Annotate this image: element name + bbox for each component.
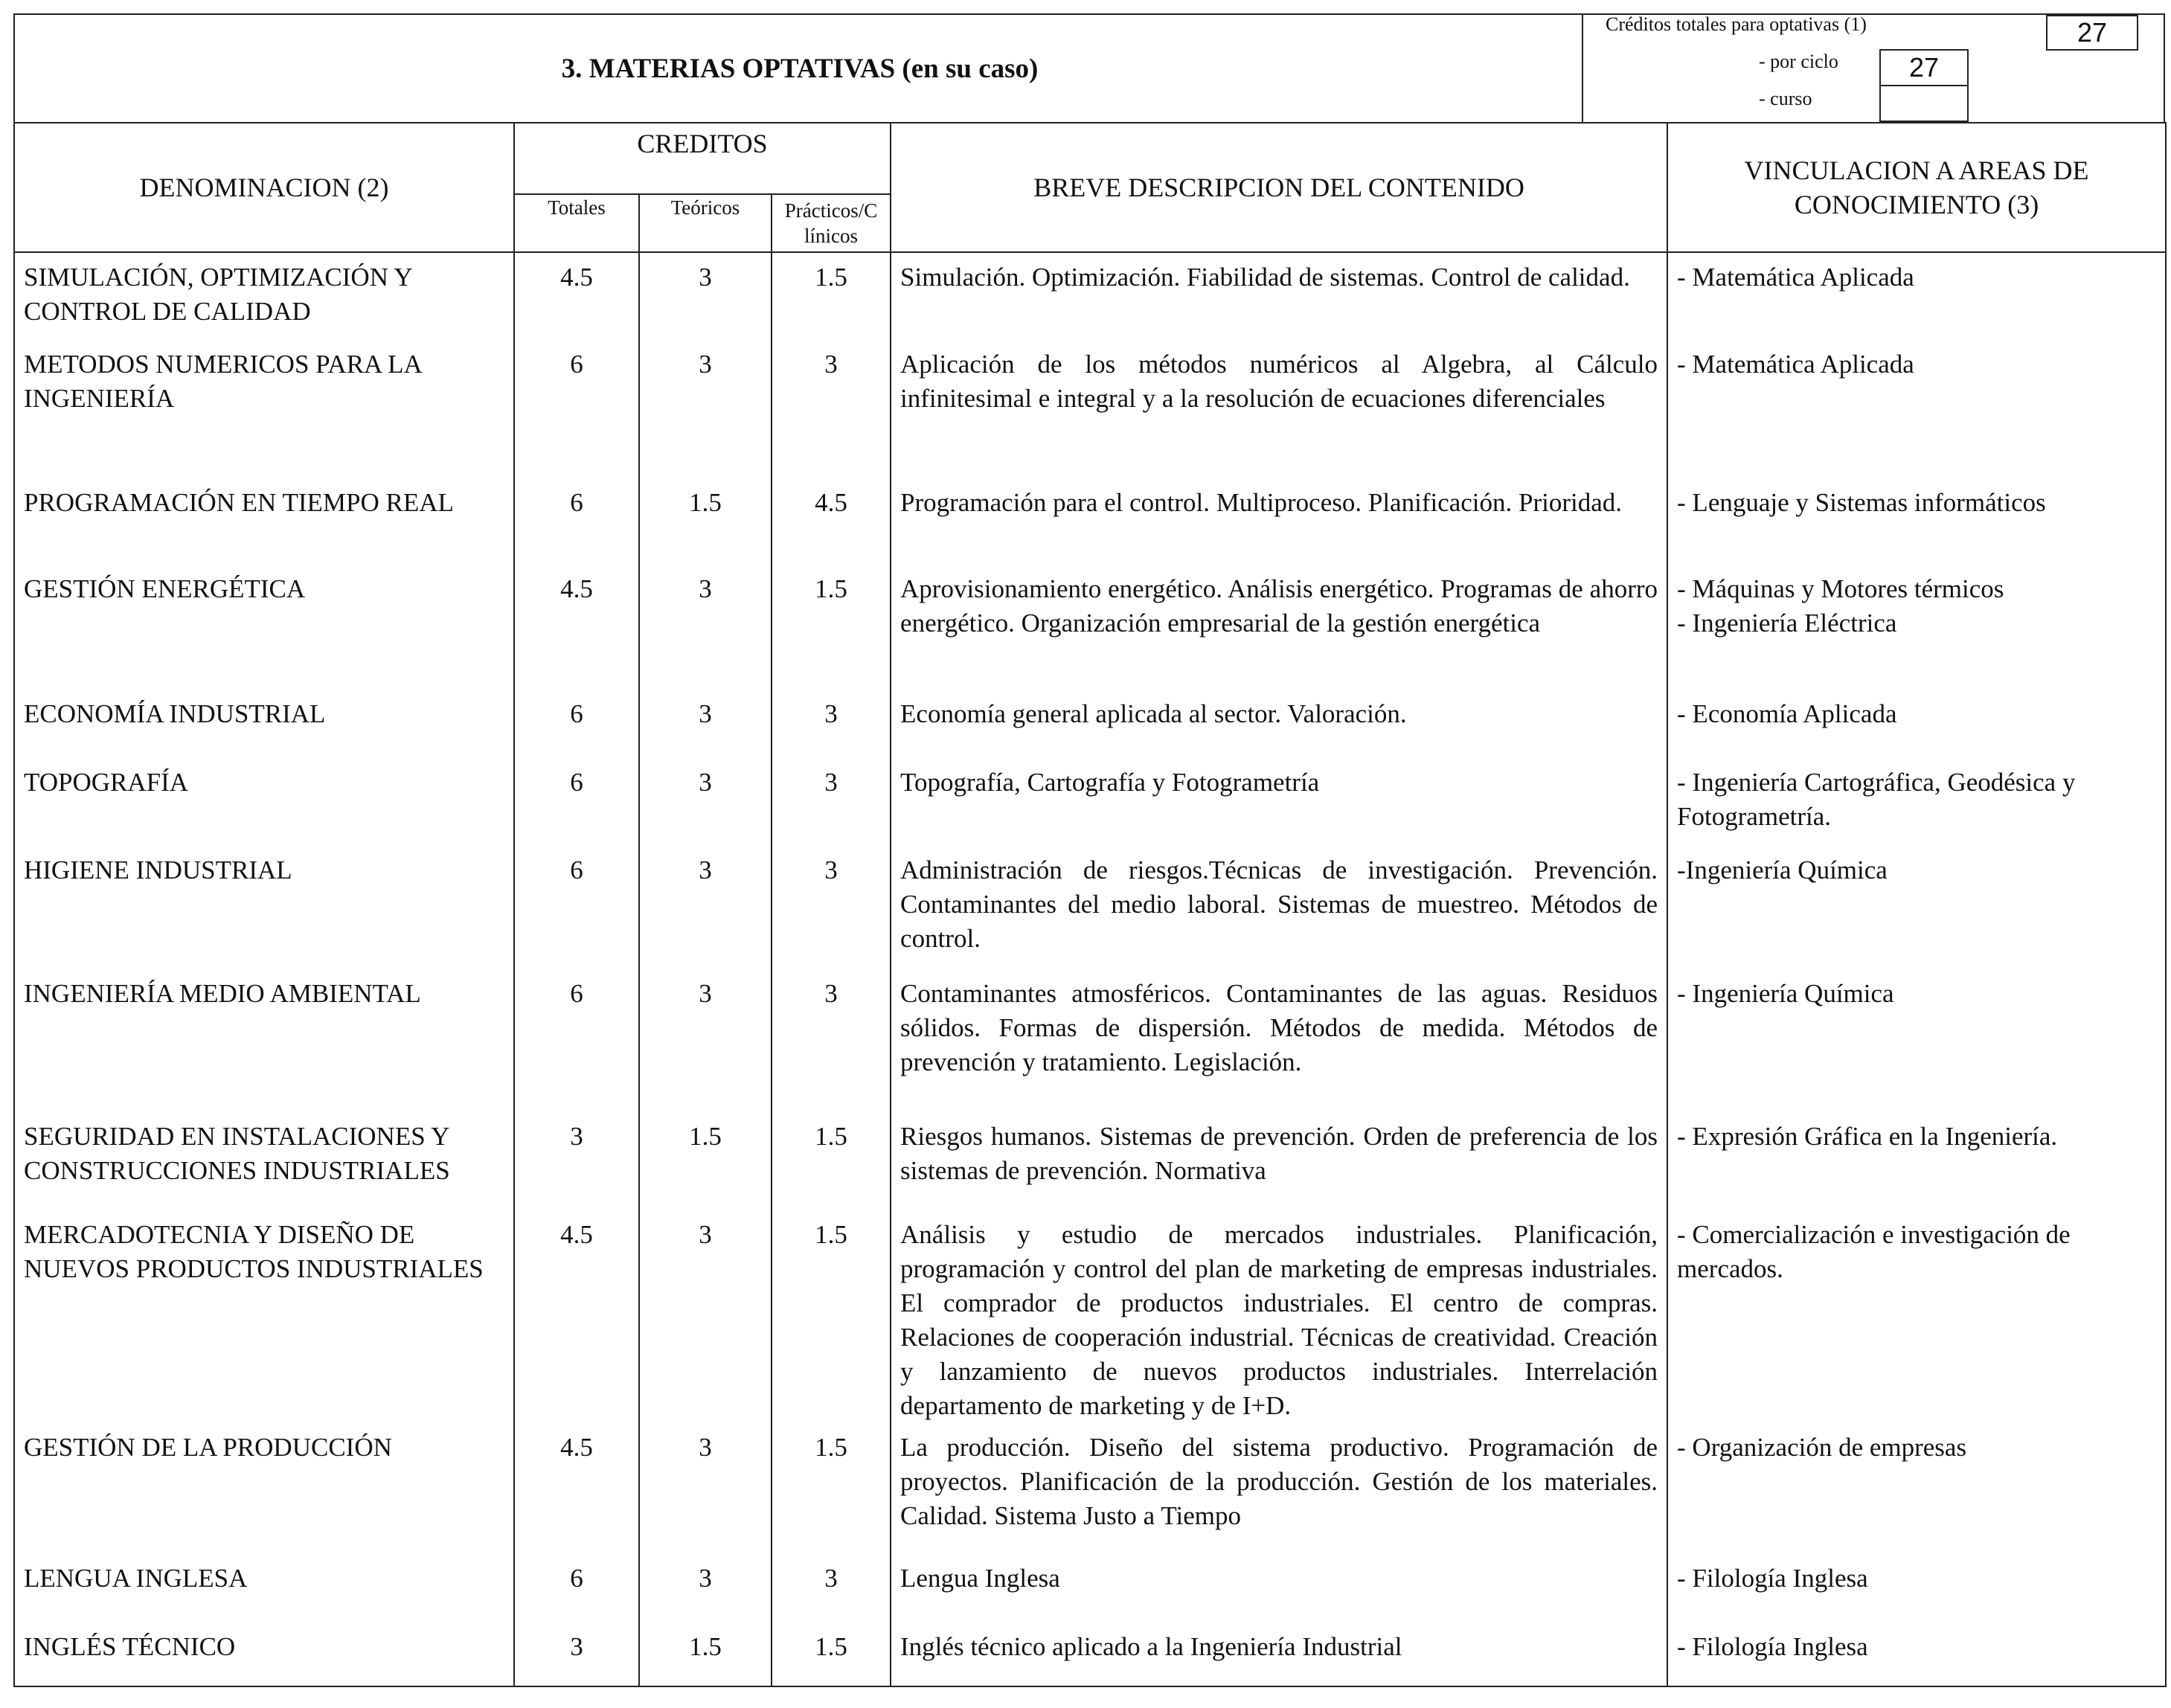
row-practicos: 1.5 [772, 1622, 891, 1686]
row-descripcion: Simulación. Optimización. Fiabilidad de sistemas. Control de calidad. [891, 252, 1667, 340]
table-row [14, 758, 2166, 846]
row-totales: 6 [514, 478, 639, 565]
row-area: - Matemática Aplicada [1667, 340, 2166, 478]
table-row [14, 846, 2166, 969]
row-area: -Ingeniería Química [1667, 846, 2166, 969]
header-denominacion: DENOMINACION (2) [14, 123, 514, 252]
row-descripcion: Riesgos humanos. Sistemas de prevención. Orden de preferencia de los sistemas de prevención. Normativa [891, 1112, 1667, 1210]
table-row [14, 690, 2166, 758]
row-practicos: 3 [772, 846, 891, 969]
row-descripcion: Topografía, Cartografía y Fotogrametría [891, 758, 1667, 846]
row-area: - Lenguaje y Sistemas informáticos [1667, 478, 2166, 565]
row-area: - Economía Aplicada [1667, 690, 2166, 758]
row-teoricos: 1.5 [639, 1112, 772, 1210]
header-practicos: Prácticos/C línicos [772, 194, 891, 252]
row-practicos: 1.5 [772, 1210, 891, 1423]
row-totales: 6 [514, 340, 639, 478]
table-row [14, 478, 2166, 565]
row-descripcion: Aplicación de los métodos numéricos al Algebra, al Cálculo infinitesimal e integral y a la resolución de ecuaciones diferenciales [891, 340, 1667, 478]
page-title: 3. MATERIAS OPTATIVAS (en su caso) [561, 53, 1039, 84]
row-practicos: 3 [772, 1554, 891, 1622]
row-area: - Ingeniería Química [1667, 969, 2166, 1112]
por-ciclo-label: - por ciclo [1759, 51, 1838, 72]
row-denominacion: INGLÉS TÉCNICO [14, 1622, 514, 1686]
row-practicos: 1.5 [772, 1112, 891, 1210]
header-vinculacion: VINCULACION A AREAS DE CONOCIMIENTO (3) [1667, 123, 2166, 252]
row-area: - Ingeniería Cartográfica, Geodésica y Fotogrametría. [1667, 758, 2166, 846]
row-denominacion: METODOS NUMERICOS PARA LA INGENIERÍA [14, 340, 514, 478]
row-practicos: 3 [772, 758, 891, 846]
credit-panel [1582, 13, 2170, 123]
row-practicos: 3 [772, 690, 891, 758]
row-denominacion: SIMULACIÓN, OPTIMIZACIÓN Y CONTROL DE CALIDAD [14, 252, 514, 340]
row-area: - Máquinas y Motores térmicos - Ingeniería Eléctrica [1667, 565, 2166, 690]
row-denominacion: MERCADOTECNIA Y DISEÑO DE NUEVOS PRODUCTOS INDUSTRIALES [14, 1210, 514, 1423]
row-teoricos: 3 [639, 969, 772, 1112]
row-area: - Filología Inglesa [1667, 1554, 2166, 1622]
table-row [14, 252, 2166, 340]
row-teoricos: 1.5 [639, 1622, 772, 1686]
row-descripcion: Contaminantes atmosféricos. Contaminantes de las aguas. Residuos sólidos. Formas de dispersión. Métodos de medida. Métodos de prevención y tratamiento. Legislación. [891, 969, 1667, 1112]
table-row [14, 969, 2166, 1112]
row-denominacion: PROGRAMACIÓN EN TIEMPO REAL [14, 478, 514, 565]
row-teoricos: 3 [639, 1423, 772, 1554]
row-teoricos: 3 [639, 252, 772, 340]
row-denominacion: HIGIENE INDUSTRIAL [14, 846, 514, 969]
row-teoricos: 3 [639, 565, 772, 690]
row-totales: 6 [514, 846, 639, 969]
row-descripcion: Inglés técnico aplicado a la Ingeniería Industrial [891, 1622, 1667, 1686]
optativas-table [13, 122, 2167, 1687]
table-row [14, 1622, 2166, 1686]
row-totales: 4.5 [514, 1423, 639, 1554]
row-totales: 3 [514, 1622, 639, 1686]
row-descripcion: Administración de riesgos.Técnicas de investigación. Prevención. Contaminantes del medio laboral. Sistemas de muestreo. Métodos de control. [891, 846, 1667, 969]
row-descripcion: Aprovisionamiento energético. Análisis energético. Programas de ahorro energético. Organización empresarial de la gestión energética [891, 565, 1667, 690]
header-totales: Totales [514, 194, 639, 252]
row-practicos: 1.5 [772, 252, 891, 340]
header-teoricos: Teóricos [639, 194, 772, 252]
row-teoricos: 3 [639, 1210, 772, 1423]
por-ciclo-value: 27 [1879, 49, 1969, 86]
creditos-totales-value: 27 [2046, 15, 2138, 51]
table-row [14, 565, 2166, 690]
row-teoricos: 1.5 [639, 478, 772, 565]
row-area: - Organización de empresas [1667, 1423, 2166, 1554]
table-row [14, 340, 2166, 478]
row-totales: 4.5 [514, 565, 639, 690]
curso-label: - curso [1759, 88, 1812, 109]
row-teoricos: 3 [639, 1554, 772, 1622]
row-totales: 6 [514, 1554, 639, 1622]
row-practicos: 4.5 [772, 478, 891, 565]
row-practicos: 1.5 [772, 1423, 891, 1554]
row-totales: 6 [514, 690, 639, 758]
row-area: - Filología Inglesa [1667, 1622, 2166, 1686]
row-descripcion: Programación para el control. Multiproceso. Planificación. Prioridad. [891, 478, 1667, 565]
row-teoricos: 3 [639, 340, 772, 478]
header-creditos: CREDITOS [514, 123, 891, 194]
row-teoricos: 3 [639, 690, 772, 758]
row-totales: 4.5 [514, 252, 639, 340]
row-totales: 3 [514, 1112, 639, 1210]
row-descripcion: La producción. Diseño del sistema productivo. Programación de proyectos. Planificación de la producción. Gestión de los materiales. Calidad. Sistema Justo a Tiempo [891, 1423, 1667, 1554]
row-practicos: 1.5 [772, 565, 891, 690]
row-denominacion: LENGUA INGLESA [14, 1554, 514, 1622]
row-totales: 6 [514, 758, 639, 846]
row-totales: 6 [514, 969, 639, 1112]
row-totales: 4.5 [514, 1210, 639, 1423]
row-descripcion: Economía general aplicada al sector. Valoración. [891, 690, 1667, 758]
row-area: - Comercialización e investigación de mercados. [1667, 1210, 2166, 1423]
row-denominacion: GESTIÓN ENERGÉTICA [14, 565, 514, 690]
header-descripcion: BREVE DESCRIPCION DEL CONTENIDO [891, 123, 1667, 252]
row-practicos: 3 [772, 969, 891, 1112]
table-row [14, 1210, 2166, 1423]
row-denominacion: GESTIÓN DE LA PRODUCCIÓN [14, 1423, 514, 1554]
curso-value [1879, 85, 1969, 122]
row-denominacion: SEGURIDAD EN INSTALACIONES Y CONSTRUCCIONES INDUSTRIALES [14, 1112, 514, 1210]
row-area: - Matemática Aplicada [1667, 252, 2166, 340]
row-area: - Expresión Gráfica en la Ingeniería. [1667, 1112, 2166, 1210]
row-denominacion: INGENIERÍA MEDIO AMBIENTAL [14, 969, 514, 1112]
table-row [14, 1423, 2166, 1554]
row-practicos: 3 [772, 340, 891, 478]
creditos-totales-label: Créditos totales para optativas (1) [1606, 13, 1867, 35]
row-teoricos: 3 [639, 846, 772, 969]
row-denominacion: TOPOGRAFÍA [14, 758, 514, 846]
row-denominacion: ECONOMÍA INDUSTRIAL [14, 690, 514, 758]
row-teoricos: 3 [639, 758, 772, 846]
table-row [14, 1112, 2166, 1210]
row-descripcion: Lengua Inglesa [891, 1554, 1667, 1622]
row-descripcion: Análisis y estudio de mercados industriales. Planificación, programación y control del plan de marketing de empresas industriales. El comprador de productos industriales. El centro de compras. Relaciones de cooperación industrial. Técnicas de creatividad. Creación y lanzamiento de nuevos productos industriales. Interrelación departamento de marketing y de I+D. [891, 1210, 1667, 1423]
header-box [13, 13, 2165, 123]
table-row [14, 1554, 2166, 1622]
